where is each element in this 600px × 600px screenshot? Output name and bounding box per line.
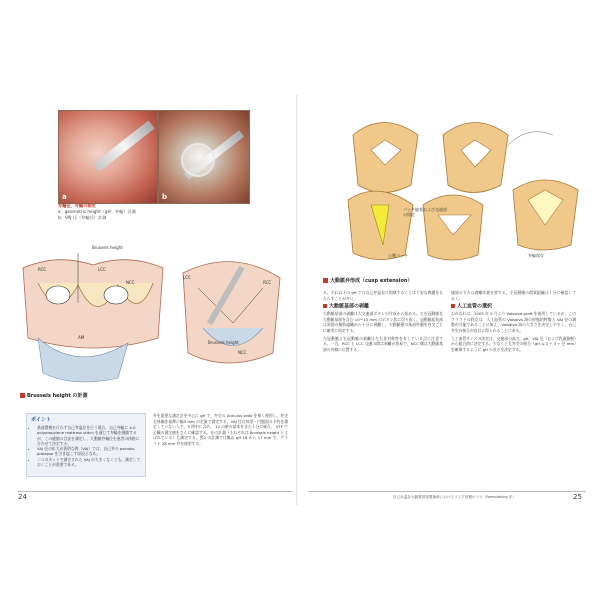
figure-marker-icon [323, 278, 328, 283]
label-lcc: LCC [98, 267, 106, 272]
col2-paragraph-2: 人工血管サイズの決定は，交連部の高さ，gH，VAJ 径（および乳頭筋断）から総合的に決定する。少なくとも弁尖の接合（gH ≒ 2 ÷ 3 ÷ 径 mm）を確保するように gH の長さを決定する。 [451, 335, 576, 352]
label-brussels-height: Brussels height [92, 245, 123, 250]
col1-paragraph-1: 大動脈基部の剥離は大交連部ボタンの作成から始める。左右冠動脈を大動脈基部を含む 10～15 mm のボタン状に切り抜く。冠動脈起始部は周囲の脂肪組織から十分に剥離し，大動脈壁の基部外側を弁尖ごとに確実に同定する。 [323, 311, 443, 334]
caption-b: b：VAJ 径（弁輪径）計測 [58, 215, 107, 220]
caption-title: 弁輪径，弁輪の測定 [58, 203, 96, 208]
point-note-box [26, 413, 146, 477]
valve-repair-figure [323, 105, 585, 265]
figure-marker-icon [20, 393, 25, 398]
note-item: • VAJ 径の拡大が著明な例（VAJ）では，自己弁の pseudo-prolapse を引き起こす原因となる。 [37, 446, 141, 457]
surgical-photo-a [58, 110, 158, 204]
label-ncc: NCC [126, 280, 135, 285]
left-figure-title-text: Brussels height の計測 [27, 393, 88, 399]
surgical-photo-b [158, 110, 250, 204]
suture-lines [508, 132, 553, 145]
valve-sizer-ring [181, 143, 215, 177]
right-figure-title-text: 大動脈弁形成（cusp extension） [330, 278, 413, 284]
label-rcc-2: RCC [263, 280, 272, 285]
note-item: • 二つのカットで測定された VAJ が大きくなくとも，測定しておくことが重要である。 [37, 457, 141, 468]
footer-rule-right [308, 491, 586, 492]
surgical-instrument [93, 121, 154, 172]
label-pericardial-patch: 心膜パッチ [388, 253, 408, 258]
aortic-root-figure [18, 243, 288, 388]
section-heading-2 [451, 304, 576, 310]
label-lcc-2: LCC [183, 275, 191, 280]
section-heading-1 [323, 304, 443, 310]
label-ncc-2: NCC [238, 350, 247, 355]
coronary-ostium-2 [104, 286, 128, 304]
page-number-right: 25 [573, 493, 582, 501]
page-number-left: 24 [18, 493, 27, 501]
right-figure-title [323, 277, 412, 284]
label-brussels-height-2: Brussels height [208, 340, 239, 345]
label-valve-preserved: 弁輪保存 [528, 253, 544, 258]
right-column-2 [451, 290, 576, 485]
photo-label-b: b [162, 193, 168, 201]
col1-paragraph-2: 左冠動脈と右冠動脈の剥離は左右非対称性を有している点に注意する。一方，RCC と LCC 交連の間は剥離が容易で，NCC 側は大動脈基部の外側に位置する。 [323, 335, 443, 352]
right-column-1 [323, 290, 443, 485]
left-body-text: 弁を重要な測定法を中心に gH で，弁尖の Annulus seda を検く使用し，弁尖全体幅を基準に幅3 mm の定量で測定する。VAJ 径は体型・円盤面の予約を測定していない人で，9 例中に含め， 12 の値の基本をまた十分に統合， VTF で心臓の測定値をさらに確認する。径の計測（それぞれは Brussels height とよばれている）も測定する。図2 の計測では概ね gH 18 から 17 mm で，グラフト 28 mm 弁を使用する。 [153, 413, 288, 446]
right-page [303, 95, 592, 505]
caption-a: a：geometric height（gH：弁輪）計測 [58, 209, 136, 214]
label-patch-suture: パッチ縫着および交連部の固定 [403, 207, 447, 217]
section-marker-icon [451, 304, 455, 308]
running-footer: 自己弁温存大動脈基部置換術におけるリスク回避のコツ（Remodeling 法） [393, 495, 516, 499]
label-rcc: RCC [38, 267, 47, 272]
aortic-root-wall-right [183, 262, 280, 363]
col1-intro: る。それ以下の gH では自己弁温存に固執することは不安な問題をもたらすことが多い。 [323, 290, 443, 301]
note-title: ポイント [31, 417, 52, 423]
book-spine [296, 95, 298, 505]
coronary-ostium [46, 286, 70, 304]
section-heading-2-text: 人工血管の選択 [457, 303, 493, 310]
section-heading-1-text: 大動脈基部の剥離 [329, 303, 370, 310]
col2-intro: 連部の下方は剥離作業を要する。左冠動脈の間質組織は十分に確認しておく。 [451, 290, 576, 301]
photo-label-a: a [62, 193, 67, 201]
photo-caption [58, 203, 238, 221]
note-item: • 基部置換を行わず自己弁温存を行う場合，自己弁輪に 4-0 polypropylene mattress stitch を通じて弁輪を縫縮するが，この縫縮の目安を測定し，大動脈弁輪径を患者の体格に合わせて決定する。 [37, 425, 141, 446]
footer-rule [18, 491, 293, 492]
left-figure-title [20, 392, 88, 399]
section-marker-icon [323, 304, 327, 308]
note-list [27, 425, 145, 467]
label-am: AM [78, 335, 85, 340]
left-page [8, 95, 297, 505]
col2-paragraph-1: われわれは，2005 年 5 月より Valsalva graft を使用しているが，このグラフトの利点は，人工血管の Valsalva 洞の形態的特徴と VAJ 径の調整が可能であることに加え，Valsalva 洞の大きさを決定しやすく，自己弁尖の接合が良好に得られることにある。 [451, 311, 576, 334]
